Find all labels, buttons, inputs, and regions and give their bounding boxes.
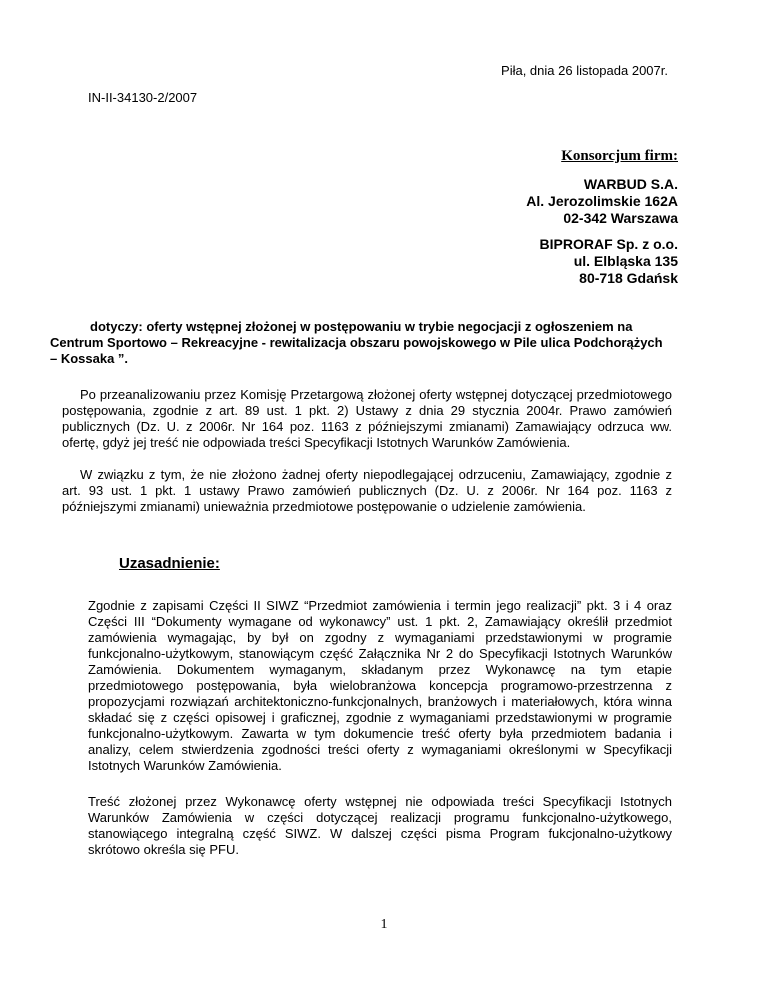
- page-number: 1: [380, 917, 388, 932]
- firm-name: WARBUD S.A.: [583, 176, 678, 192]
- justification-paragraph-2: Treść złożonej przez Wykonawcę oferty wstępnej nie odpowiada treści Specyfikacji Istotnych Warunków Zamówienia w części dotyczącej realizacji programu funkcjonalno-użytkowego, stanowiącego integralną część SIWZ. W dalszej części pisma Program fukcjonalno-użytkowy skrótowo określa się PFU.: [88, 794, 672, 857]
- firm-street: ul. Elbląska 135: [573, 253, 678, 269]
- recipient-address-biproraf: [540, 236, 678, 287]
- justification-heading: Uzasadnienie:: [119, 555, 220, 572]
- subject-line: dotyczy: oferty wstępnej złożonej w postępowaniu w trybie negocjacji z ogłoszeniem na Centrum Sportowo – Rekreacyjne - rewitalizacja obszaru powojskowego w Pile ulica Podchorążych – Kossaka ”.: [50, 319, 663, 366]
- recipient-address-warbud: [526, 176, 678, 227]
- date-line: Piła, dnia 26 listopada 2007r.: [501, 63, 668, 78]
- body-paragraph-2: W związku z tym, że nie złożono żadnej oferty niepodlegającej odrzuceniu, Zamawiający, zgodnie z art. 93 ust. 1 pkt. 1 ustawy Prawo zamówień publicznych (Dz. U. z 2006r. Nr 164 poz. 1163 z późniejszymi zmianami) unieważnia przedmiotowe postępowanie o udzielenie zamówienia.: [62, 467, 672, 514]
- justification-paragraph-1: Zgodnie z zapisami Części II SIWZ “Przedmiot zamówienia i termin jego realizacji” pkt. 3 i 4 oraz Części III “Dokumenty wymagane od wykonawcy” ust. 1 pkt. 2, Zamawiający określił przedmiot zamówienia wymagając, by był on zgodny z wymaganiami przedstawionymi w programie funkcjonalno-użytkowym, stanowiącym część Załącznika Nr 2 do Specyfikacji Istotnych Warunków Zamówienia. Dokumentem wymaganym, składanym przez Wykonawcę na tym etapie przedmiotowego postępowania, była wielobranżowa koncepcja programowo-przestrzenna z propozycjami rozwiązań architektoniczno-funkcjonalnych, branżowych i materiałowych, która winna składać się z części opisowej i graficznej, zgodnie z wymaganiami przedstawionymi w programie funkcjonalno-użytkowym. Zawarta w tym dokumencie treść oferty była przedmiotem badania i analizy, celem stwierdzenia zgodności treści oferty z wymaganiami określonymi w Specyfikacji Istotnych Warunków Zamówienia.: [88, 598, 672, 773]
- firm-street: Al. Jerozolimskie 162A: [526, 193, 678, 209]
- reference-number: IN-II-34130-2/2007: [88, 90, 198, 105]
- firm-city: 02-342 Warszawa: [563, 210, 678, 226]
- body-paragraph-1: Po przeanalizowaniu przez Komisję Przetargową złożonej oferty wstępnej dotyczącej przedmiotowego postępowania, zgodnie z art. 89 ust. 1 pkt. 2) Ustawy z dnia 29 stycznia 2004r. Prawo zamówień publicznych (Dz. U. z 2006r. Nr 164 poz. 1163 z późniejszymi zmianami) Zamawiający odrzuca ww. ofertę, gdyż jej treść nie odpowiada treści Specyfikacji Istotnych Warunków Zamówienia.: [62, 387, 672, 450]
- firm-name: BIPRORAF Sp. z o.o.: [539, 236, 678, 252]
- recipient-title: Konsorcjum firm:: [561, 148, 678, 164]
- firm-city: 80-718 Gdańsk: [579, 270, 678, 286]
